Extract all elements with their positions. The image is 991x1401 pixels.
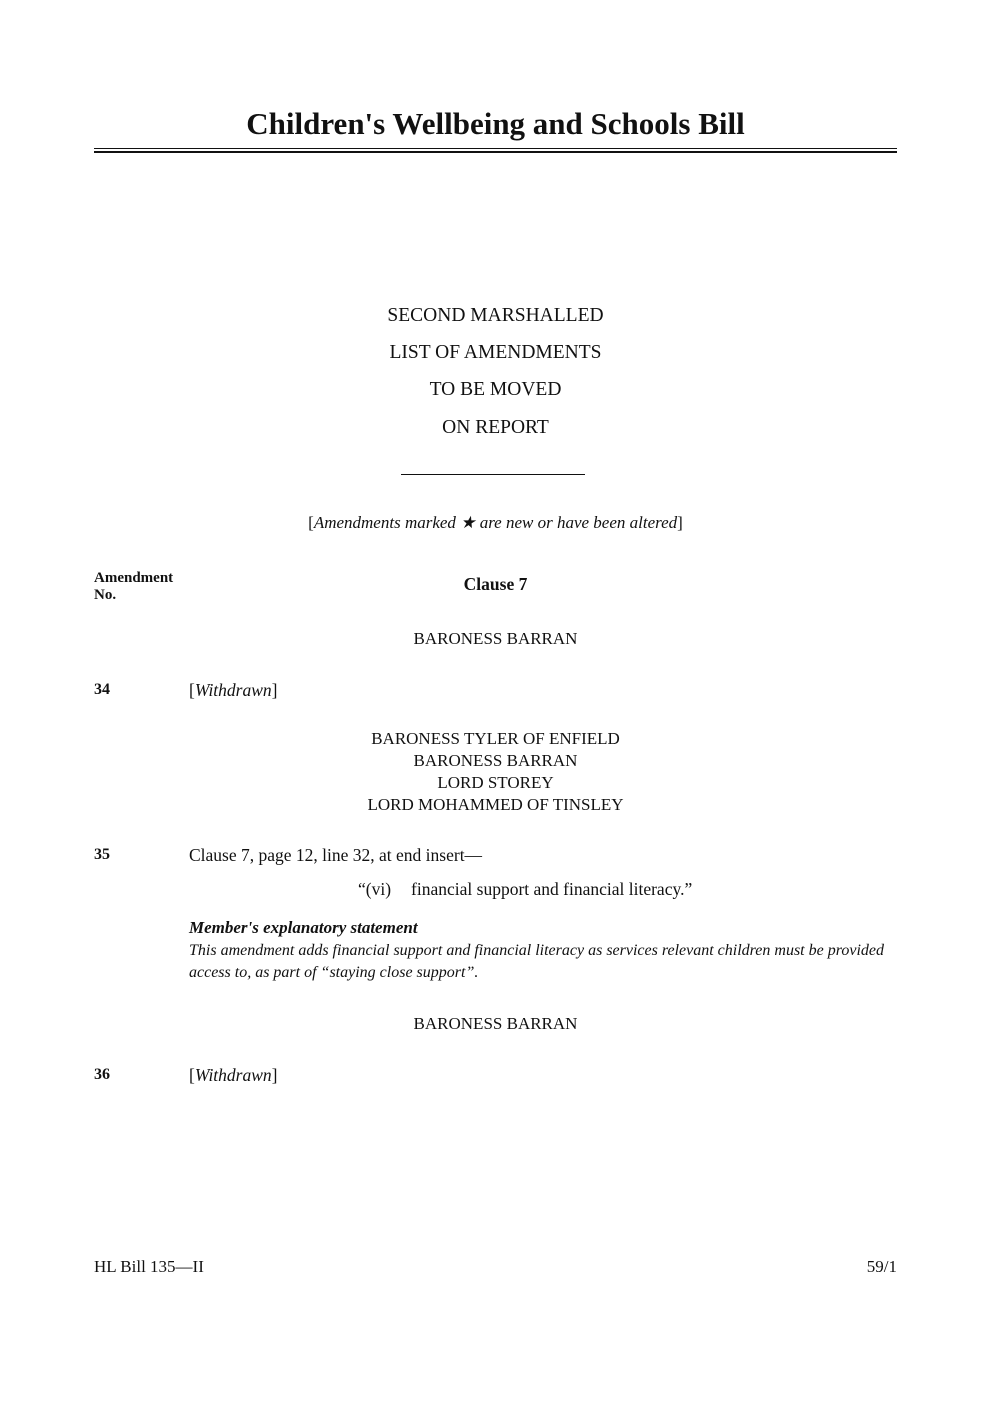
title-rule-thick (94, 151, 897, 153)
amendment-text: Clause 7, page 12, line 32, at end insert— (189, 845, 483, 865)
statement-heading: Member's explanatory statement (189, 918, 418, 937)
divider (401, 474, 585, 475)
heading-line: ON REPORT (442, 417, 549, 438)
amendment-status: [Withdrawn] (189, 1065, 278, 1085)
footer-bill-number: HL Bill 135—II (94, 1257, 204, 1276)
heading-line: SECOND MARSHALLED (387, 305, 604, 326)
sponsor: BARONESS BARRAN (413, 751, 578, 770)
sponsor: LORD STOREY (437, 773, 554, 792)
amendments-note: [Amendments marked ★ are new or have been altered] (308, 513, 683, 532)
amendment-number: 35 (94, 846, 110, 863)
sponsor: BARONESS BARRAN (413, 1014, 578, 1033)
amendment-status: [Withdrawn] (189, 680, 278, 700)
sponsor: BARONESS BARRAN (413, 629, 578, 648)
inserted-text: “(vi) financial support and financial literacy.” (358, 879, 693, 899)
explanatory-statement: This amendment adds financial support and financial literacy as services relevant children must be provided access to, as part of “staying close support”. (189, 942, 885, 981)
sponsor: BARONESS TYLER OF ENFIELD (371, 729, 620, 748)
amendment-number: 36 (94, 1066, 110, 1083)
footer-page-ref: 59/1 (866, 1257, 897, 1276)
sponsor: LORD MOHAMMED OF TINSLEY (367, 795, 624, 814)
title-rule-thin (94, 148, 897, 149)
heading-line: TO BE MOVED (429, 379, 562, 400)
star-icon: ★ (460, 513, 476, 532)
bill-title: Children's Wellbeing and Schools Bill (246, 106, 745, 141)
clause-heading: Clause 7 (463, 574, 528, 594)
amendment-no-header: Amendment No. (94, 570, 174, 603)
amendment-number: 34 (94, 681, 110, 698)
heading-line: LIST OF AMENDMENTS (389, 342, 602, 363)
